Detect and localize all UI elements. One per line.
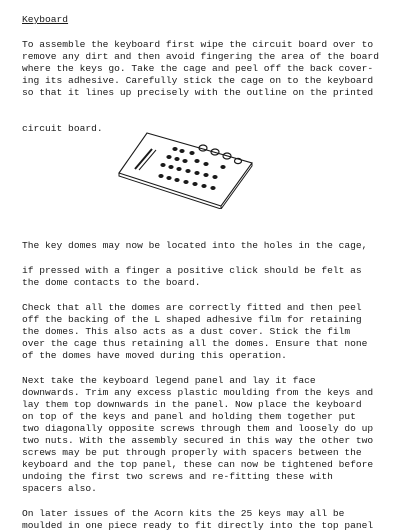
text-line: if pressed with a finger a positive click should be felt as: [22, 265, 362, 276]
text-line: Check that all the domes are correctly fitted and then peel: [22, 302, 362, 313]
text-line: where the keys go. Take the cage and peel off the back cover-: [22, 63, 374, 74]
text-line: Next take the keyboard legend panel and lay it face: [22, 375, 316, 386]
keyboard-illustration: [22, 135, 390, 240]
text-line: two diagonally opposite screws through them and loosely do up: [22, 423, 374, 434]
text-line: the domes. This also acts as a dust cover. Stick the film: [22, 326, 351, 337]
section-heading: Keyboard: [22, 14, 69, 25]
paragraph-later-issues: [22, 508, 390, 532]
paragraph-assembly: [22, 39, 390, 99]
text-line: keyboard and the top panel, these can now be tightened before: [22, 459, 374, 470]
text-line: The key domes may now be located into the holes in the cage,: [22, 240, 368, 251]
paragraph-film: [22, 302, 390, 362]
circuit-board-drawing: [117, 131, 257, 209]
text-line: the dome contacts to the board.: [22, 277, 201, 288]
text-line: ing its adhesive. Carefully stick the cage on to the keyboard: [22, 75, 374, 86]
text-line: lay them top downwards in the panel. Now place the keyboard: [22, 399, 362, 410]
text-line: off the backing of the L shaped adhesive film for retaining: [22, 314, 362, 325]
paragraph-legend-panel: [22, 375, 390, 495]
text-line: moulded in one piece ready to fit directly into the top panel: [22, 520, 374, 531]
text-line: of the domes have moved during this operation.: [22, 350, 287, 361]
text-line: screws may be put through properly with spacers between the: [22, 447, 362, 458]
text-line: two nuts. With the assembly secured in this way the other two: [22, 435, 374, 446]
text-line: On later issues of the Acorn kits the 25 keys may all be: [22, 508, 345, 519]
text-line: circuit board.: [22, 123, 103, 134]
text-line: spacers also.: [22, 483, 97, 494]
text-line: remove any dirt and then avoid fingering the area of the board: [22, 51, 379, 62]
text-line: over the cage thus retaining all the domes. Ensure that none: [22, 338, 368, 349]
text-line: undoing the first two screws and re-fitting these with: [22, 471, 333, 482]
document-page: [22, 14, 390, 532]
text-line: so that it lines up precisely with the outline on the printed: [22, 87, 374, 98]
paragraph-domes: [22, 265, 390, 289]
text-line: on top of the keys and panel and holding them together put: [22, 411, 356, 422]
text-line: downwards. Trim any excess plastic moulding from the keys and: [22, 387, 374, 398]
text-line: To assemble the keyboard first wipe the circuit board over to: [22, 39, 374, 50]
